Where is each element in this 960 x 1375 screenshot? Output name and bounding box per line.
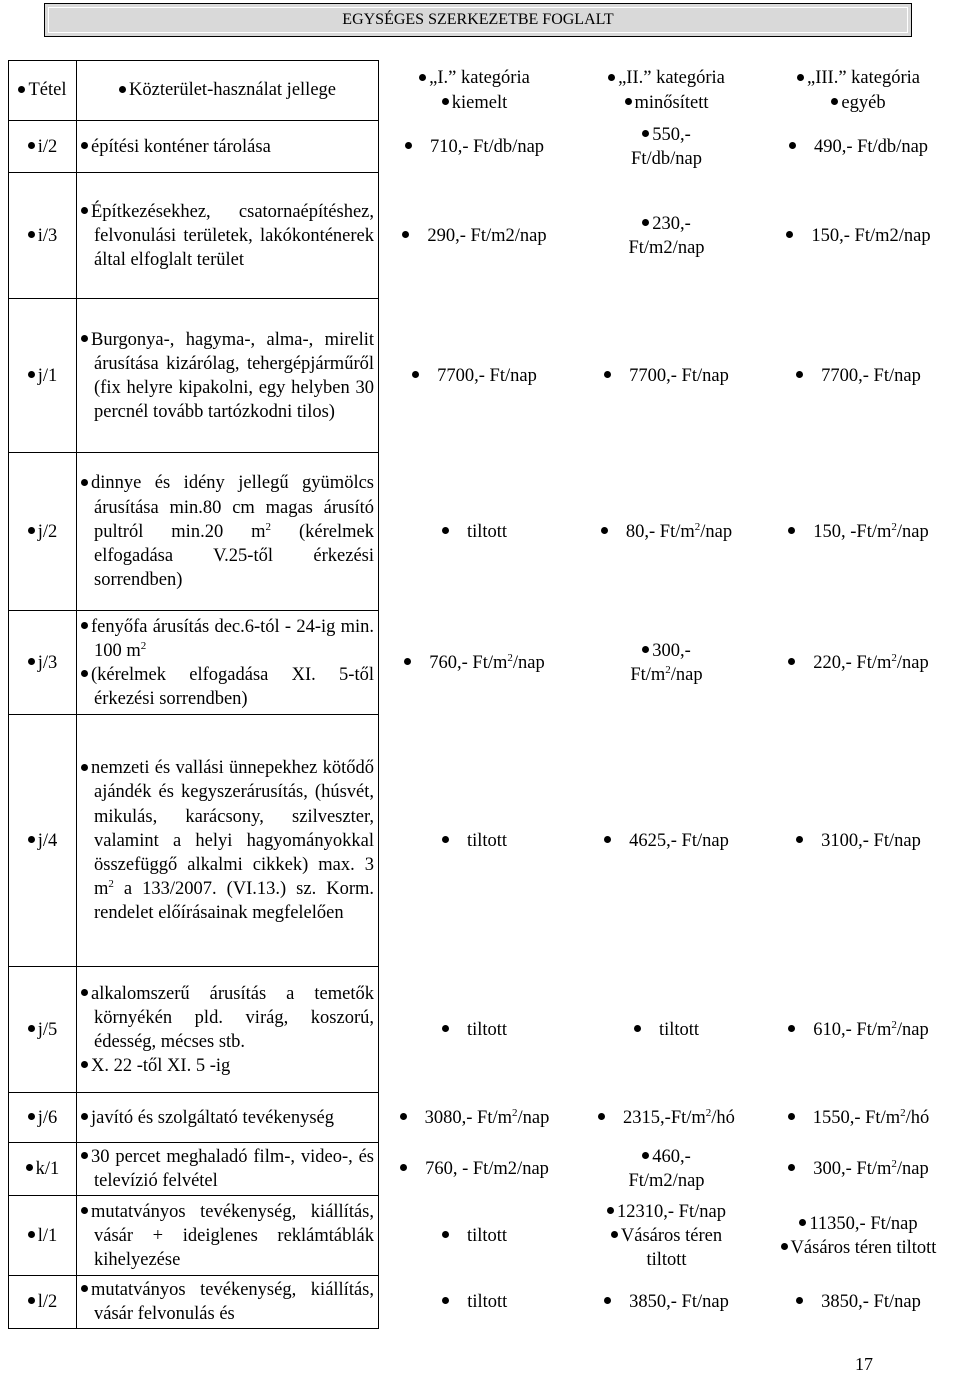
price-category-2: [571, 967, 763, 1093]
price-category-1: [379, 1093, 571, 1143]
row-code-text: j/6: [37, 1107, 58, 1128]
banner-title: EGYSÉGES SZERKEZETBE FOGLALT: [342, 11, 614, 28]
price-value: 760, - Ft/m2/nap: [383, 1157, 566, 1181]
row-code: [9, 715, 77, 967]
row-code: [9, 1196, 77, 1276]
table-row: [9, 967, 955, 1093]
row-code: [9, 1093, 77, 1143]
price-value: tiltott: [383, 1290, 567, 1314]
table-row: [9, 1276, 955, 1329]
price-value: 760,- $Ft/m^2$/nap: [383, 651, 566, 675]
price-category-2: [571, 715, 763, 967]
row-code-text: i/3: [37, 225, 58, 246]
price-category-1: [379, 715, 571, 967]
header-category-3: „III.” kategória egyéb: [763, 61, 955, 121]
row-code: [9, 967, 77, 1093]
price-value: 220,- $Ft/m^2$/nap: [767, 651, 951, 675]
price-category-1: [379, 1196, 571, 1276]
price-value: Vásáros téren: [575, 1224, 759, 1248]
price-category-2: [571, 299, 763, 453]
price-value: 3850,- Ft/nap: [575, 1290, 759, 1314]
price-category-2: [571, 1093, 763, 1143]
table-row: [9, 173, 955, 299]
row-code: [9, 1276, 77, 1329]
price-category-3: [763, 967, 955, 1093]
price-category-2: [571, 173, 763, 299]
price-value: $Ft/m^2$/nap: [630, 663, 703, 685]
price-value: 12310,- Ft/nap: [575, 1200, 759, 1224]
price-value: Ft/m2/nap: [628, 237, 705, 258]
description-item: fenyőfa árusítás dec.6-tól - 24-ig min. 100 $m^2$: [81, 615, 374, 663]
row-description: [77, 1093, 379, 1143]
table-row: [9, 1143, 955, 1196]
price-category-2: [571, 1276, 763, 1329]
document-banner: [44, 3, 912, 37]
price-category-3: [763, 1276, 955, 1329]
price-value: 7700,- Ft/nap: [383, 364, 566, 388]
header-category-2: „II.” kategória minősített: [571, 61, 763, 121]
row-code: [9, 611, 77, 715]
price-value: 490,- Ft/db/nap: [767, 135, 951, 159]
row-code-text: j/5: [37, 1019, 58, 1040]
row-description: [77, 173, 379, 299]
table-header-row: [9, 61, 955, 121]
price-value: 11350,- Ft/nap: [767, 1212, 951, 1236]
price-value: Ft/m2/nap: [628, 1171, 705, 1192]
description-item: (kérelmek elfogadása XI. 5-től érkezési sorrendben): [81, 663, 374, 711]
description-item: alkalomszerű árusítás a temetők környékén pld. virág, koszorú, édesség, mécses stb.: [81, 982, 374, 1054]
row-code-text: l/1: [37, 1225, 58, 1246]
description-item: nemzeti és vallási ünnepekhez kötődő ajándék és kegyszerárusítás, (húsvét, mikulás, karácsony, szilveszter, valamint a helyi hagyományokkal összefüggő alkalmi cikkek) max. 3 $m^2$ a 133/2007. (VI.13.) sz. Korm. rendelet előírásainak megfelelően: [81, 756, 374, 924]
price-value: 3080,- $Ft/m^2$/nap: [383, 1106, 566, 1130]
table-row: [9, 299, 955, 453]
row-description: [77, 1276, 379, 1329]
description-item: dinnye és idény jellegű gyümölcs árusítása min.80 cm magas árusító pultról min.20 $m^2$ (kérelmek elfogadása V.25-től érkezési sorrendben): [81, 471, 374, 591]
price-category-1: [379, 453, 571, 611]
row-description: [77, 967, 379, 1093]
price-category-3: [763, 715, 955, 967]
price-category-2: [571, 453, 763, 611]
price-value: 290,- Ft/m2/nap: [383, 224, 566, 248]
price-value: 610,- $Ft/m^2$/nap: [767, 1018, 951, 1042]
price-category-1: [379, 1143, 571, 1196]
price-category-1: [379, 173, 571, 299]
header-jelleg: Közterület-használat jellege: [77, 61, 379, 121]
row-description: [77, 299, 379, 453]
price-value: 300,-: [575, 639, 759, 663]
row-code: [9, 121, 77, 173]
price-category-3: [763, 1093, 955, 1143]
row-code: [9, 299, 77, 453]
price-value: Ft/db/nap: [631, 148, 702, 169]
price-category-2: [571, 611, 763, 715]
description-item: 30 percet meghaladó film-, video-, és televízió felvétel: [81, 1145, 374, 1193]
price-value: Vásáros téren tiltott: [767, 1236, 951, 1260]
price-category-3: [763, 173, 955, 299]
table-row: [9, 121, 955, 173]
row-description: [77, 1143, 379, 1196]
row-code: [9, 453, 77, 611]
description-item: Burgonya-, hagyma-, alma-, mirelit árusítása kizárólag, tehergépjárműről (fix helyre kipakolni, egy helyben 30 percnél tovább tartózkodni tilos): [81, 328, 374, 424]
price-category-1: [379, 1276, 571, 1329]
price-value: tiltott: [383, 1224, 566, 1248]
row-code-text: i/2: [37, 136, 58, 157]
price-category-1: [379, 611, 571, 715]
price-value: 7700,- Ft/nap: [575, 364, 759, 388]
price-value: 4625,- Ft/nap: [575, 829, 759, 853]
price-value: tiltott: [383, 829, 566, 853]
price-category-2: [571, 1196, 763, 1276]
price-category-2: [571, 1143, 763, 1196]
page-number: 17: [855, 1354, 873, 1374]
table-row: [9, 611, 955, 715]
price-category-3: [763, 611, 955, 715]
price-category-1: [379, 967, 571, 1093]
price-value: 1550,- $Ft/m^2/hó$: [767, 1106, 951, 1130]
row-code-text: k/1: [35, 1159, 60, 1180]
price-value: 80,- $Ft/m^2$/nap: [575, 520, 759, 544]
row-code-text: j/4: [37, 830, 58, 851]
price-value: 300,- $Ft/m^2$/nap: [767, 1157, 951, 1181]
price-value: tiltott: [383, 520, 566, 544]
price-category-3: [763, 299, 955, 453]
price-value: 7700,- Ft/nap: [767, 364, 951, 388]
description-item: építési konténer tárolása: [81, 135, 374, 159]
row-code-text: l/2: [37, 1292, 58, 1313]
description-item: X. 22 -től XI. 5 -ig: [81, 1054, 374, 1078]
price-value: 150,- Ft/m2/nap: [767, 224, 951, 248]
price-category-3: [763, 453, 955, 611]
description-item: javító és szolgáltató tevékenység: [81, 1106, 374, 1130]
price-value: tiltott: [575, 1018, 759, 1042]
row-code: [9, 173, 77, 299]
price-category-3: [763, 1196, 955, 1276]
price-value: 150, $-Ft/m^2$/nap: [767, 520, 951, 544]
description-item: mutatványos tevékenység, kiállítás, vásár + ideiglenes reklámtáblák kihelyezése: [81, 1200, 374, 1272]
price-category-1: [379, 299, 571, 453]
row-description: [77, 611, 379, 715]
price-value: 230,-: [575, 212, 759, 236]
table-row: [9, 1196, 955, 1276]
price-category-3: [763, 1143, 955, 1196]
table-row: [9, 453, 955, 611]
price-value: 460,-: [575, 1145, 759, 1169]
header-category-1: „I.” kategória kiemelt: [379, 61, 571, 121]
row-code-text: j/2: [37, 521, 58, 542]
row-code-text: j/1: [37, 365, 58, 386]
row-description: [77, 715, 379, 967]
price-value: 3850,- Ft/nap: [767, 1290, 951, 1314]
price-category-1: [379, 121, 571, 173]
description-item: mutatványos tevékenység, kiállítás, vásár felvonulás és: [81, 1278, 374, 1326]
price-value: 550,-: [575, 123, 759, 147]
row-description: [77, 121, 379, 173]
header-tetel: Tétel: [9, 61, 77, 121]
price-value: tiltott: [383, 1018, 566, 1042]
table-row: [9, 715, 955, 967]
price-value: tiltott: [646, 1249, 687, 1270]
fee-table: [8, 60, 955, 1329]
row-description: [77, 453, 379, 611]
row-code-text: j/3: [37, 652, 58, 673]
row-code: [9, 1143, 77, 1196]
price-category-3: [763, 121, 955, 173]
price-value: $2315,-Ft/m^2/hó$: [575, 1106, 759, 1130]
price-category-2: [571, 121, 763, 173]
row-description: [77, 1196, 379, 1276]
description-item: Építkezésekhez, csatornaépítéshez, felvonulási területek, lakókonténerek által elfoglalt terület: [81, 200, 374, 272]
price-value: 710,- Ft/db/nap: [383, 135, 566, 159]
table-row: [9, 1093, 955, 1143]
price-value: 3100,- Ft/nap: [767, 829, 951, 853]
